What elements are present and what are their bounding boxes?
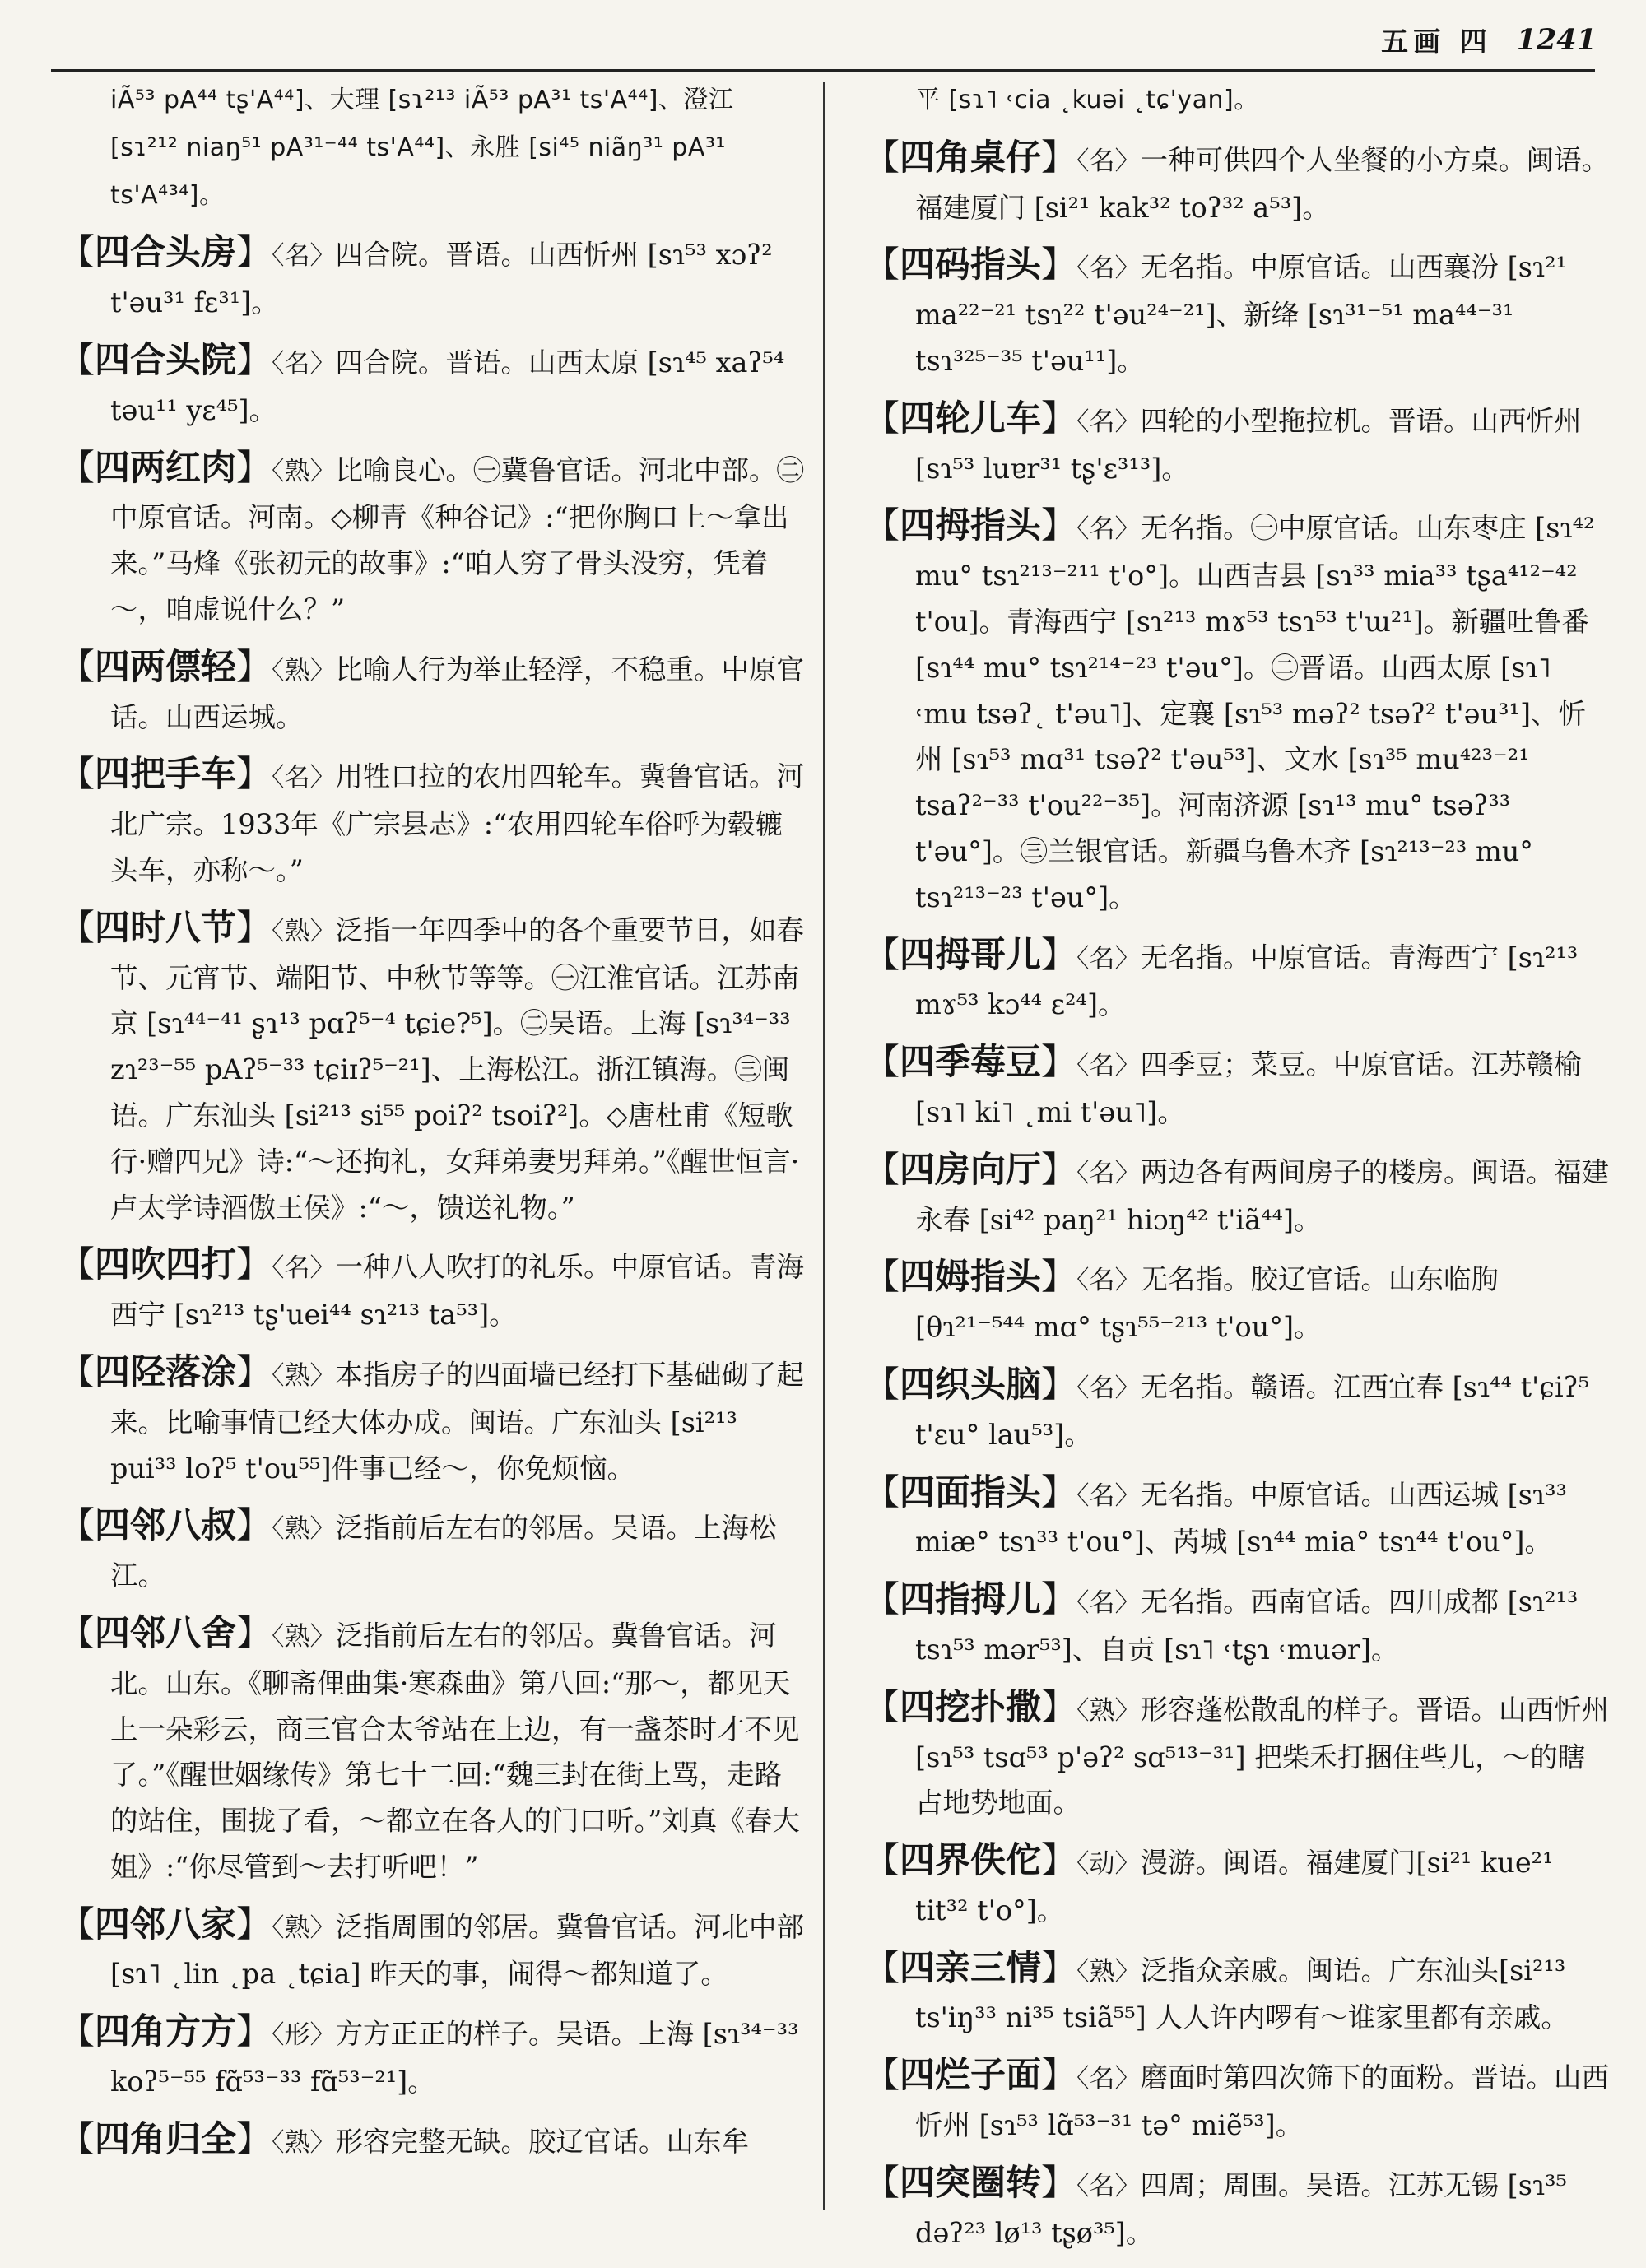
entry-headword: 【 四面指头 】 xyxy=(864,1472,1076,1513)
entry-pos-tag: 〈 熟 〉 xyxy=(272,1361,336,1391)
entry-definition: 一种八人吹打的礼乐。中原官话。青海西宁 [sɿ²¹³ tʂ'uei⁴⁴ sɿ²¹³ ta⁵³]。 xyxy=(110,1251,804,1332)
entry-pos-tag: 〈 名 〉 xyxy=(272,1253,336,1283)
entry-definition: 形容完整无缺。胶辽官话。山东牟 xyxy=(335,2125,749,2158)
dictionary-entry xyxy=(864,243,1609,383)
dictionary-entry xyxy=(59,230,804,326)
entry-pos-tag: 〈 熟 〉 xyxy=(1076,1957,1141,1987)
dictionary-entry xyxy=(59,1903,804,1998)
entry-headword: 【 四挖扑撒 】 xyxy=(864,1687,1076,1728)
page-number: 1241 xyxy=(1516,22,1597,57)
entry-headword: 【 四两红肉 】 xyxy=(59,448,272,489)
entry-definition: 泛指一年四季中的各个重要节日，如春节、元宵节、端阳节、中秋节等等。㊀江淮官话。江苏南京 [sɿ⁴⁴⁻⁴¹ ʂɿ¹³ pɑʔ⁵⁻⁴ tɕie?⁵]。㊁吴语。上海 [sɿ³⁴⁻³³ zɿ²³⁻⁵⁵ pAʔ⁵⁻³³ tɕiɪʔ⁵⁻²¹]、上海松江。浙江镇海。㊂闽语。广东汕头 [si²¹³ si⁵⁵ poiʔ² tsoiʔ²]。◇唐杜甫《短歌行·赠四兄》诗:“～还拘礼，女拜弟妻男拜弟。”《醒世恒言·卢太学诗酒傲王侯》:“～，馈送礼物。” xyxy=(110,913,804,1224)
running-header xyxy=(1381,13,1597,66)
entry-definition: 泛指前后左右的邻居。吴语。上海松江。 xyxy=(110,1512,777,1592)
entry-definition: 漫游。闽语。福建厦门[si²¹ kue²¹ tit³² t'o°]。 xyxy=(915,1847,1554,1926)
entry-definition: 形容蓬松散乱的样子。晋语。山西忻州 [sɿ⁵³ tsɑ⁵³ p'əʔ² sɑ⁵¹³⁻³¹] 把柴禾打捆住些儿，～的瞎占地势地面。 xyxy=(915,1693,1609,1820)
dictionary-entry xyxy=(59,338,804,434)
dictionary-entry xyxy=(59,1503,804,1599)
entry-headword: 【 四角桌仔 】 xyxy=(864,137,1076,179)
entry-definition: 无名指。胶辽官话。山东临朐 [θɿ²¹⁻⁵⁴⁴ mɑ° tʂɿ⁵⁵⁻²¹³ t'ou°]。 xyxy=(915,1263,1499,1344)
entry-continuation: iÃ⁵³ pA⁴⁴ tʂ'A⁴⁴]、大理 [sɿ²¹³ iÃ⁵³ pA³¹ ts'A⁴⁴]、澄江 [sɿ²¹² niaŋ⁵¹ pA³¹⁻⁴⁴ ts'A⁴⁴]、永胜 [si⁴⁵ niãŋ³¹ pA³¹ ts'A⁴³⁴]。 xyxy=(110,86,734,210)
entry-headword: 【 四合头房 】 xyxy=(59,232,272,273)
dictionary-entry xyxy=(864,1471,1609,1566)
entry-pos-tag: 〈 形 〉 xyxy=(272,2020,336,2050)
entry-pos-tag: 〈 名 〉 xyxy=(1076,1159,1141,1188)
column-divider xyxy=(823,82,825,2210)
dictionary-entry xyxy=(864,933,1609,1029)
entry-definition: 泛指前后左右的邻居。冀鲁官话。河北。山东。《聊斋俚曲集·寒森曲》第八回:“那～，都见天上一朵彩云，商三官合太爷站在上边，有一盏茶时才不见了。”《醒世姻缘传》第七十二回:“魏三封在街上骂，走路的站住，围拢了看，～都立在各人的门口听。”刘真《春大姐》:“你尽管到～去打听吧！” xyxy=(110,1619,800,1883)
entry-headword: 【 四邻八家 】 xyxy=(59,1904,272,1945)
dictionary-entry xyxy=(864,2053,1609,2149)
entry-continuation: 平 [sɿ˥ ˓cia ˛kuəi ˛tɕ'yan]。 xyxy=(915,86,1259,114)
entry-definition: 四轮的小型拖拉机。晋语。山西忻州 [sɿ⁵³ luɐr³¹ tʂ'ɛ³¹³]。 xyxy=(915,404,1582,485)
entry-definition: 一种可供四个人坐餐的小方桌。闽语。福建厦门 [si²¹ kak³² toʔ³² a⁵³]。 xyxy=(915,143,1609,224)
entry-definition: 四合院。晋语。山西忻州 [sɿ⁵³ xɔʔ² t'əu³¹ fɛ³¹]。 xyxy=(110,239,773,319)
entry-pos-tag: 〈 名 〉 xyxy=(1076,944,1141,974)
entry-headword: 【 四拇指头 】 xyxy=(864,505,1076,546)
entry-definition: 两边各有两间房子的楼房。闽语。福建永春 [si⁴² paŋ²¹ hiɔŋ⁴² t'iã⁴⁴]。 xyxy=(915,1155,1609,1236)
left-column xyxy=(59,76,804,2179)
entry-pos-tag: 〈 名 〉 xyxy=(1076,1588,1141,1618)
dictionary-entry xyxy=(864,1685,1609,1826)
entry-definition: 磨面时第四次筛下的面粉。晋语。山西忻州 [sɿ⁵³ lɑ̃⁵³⁻³¹ tə° miẽ⁵³]。 xyxy=(915,2061,1609,2142)
dictionary-entry xyxy=(59,2010,804,2105)
entry-headword: 【 四姆指头 】 xyxy=(864,1257,1076,1298)
dictionary-entry xyxy=(864,397,1609,492)
entry-headword: 【 四把手车 】 xyxy=(59,754,272,795)
entry-headword: 【 四角归全 】 xyxy=(59,2119,272,2160)
dictionary-entry xyxy=(864,136,1609,231)
entry-pos-tag: 〈 动 〉 xyxy=(1076,1849,1141,1879)
header-rule xyxy=(51,69,1595,72)
entry-pos-tag: 〈 名 〉 xyxy=(1076,2172,1141,2201)
entry-pos-tag: 〈 名 〉 xyxy=(1076,1266,1141,1295)
entry-headword: 【 四合头院 】 xyxy=(59,340,272,381)
entry-headword: 【 四烂子面 】 xyxy=(864,2055,1076,2096)
right-column xyxy=(864,76,1609,2268)
dictionary-entry xyxy=(864,1838,1609,1934)
entry-definition: 无名指。中原官话。山西运城 [sɿ³³ miæ° tsɿ³³ t'ou°]、芮城 [sɿ⁴⁴ mia° tsɿ⁴⁴ t'ou°]。 xyxy=(915,1478,1567,1559)
entry-pos-tag: 〈 名 〉 xyxy=(1076,146,1141,176)
entry-headword: 【 四拇哥儿 】 xyxy=(864,935,1076,976)
entry-pos-tag: 〈 熟 〉 xyxy=(272,2128,336,2158)
dictionary-entry xyxy=(59,1611,804,1890)
entry-headword: 【 四吹四打 】 xyxy=(59,1244,272,1285)
entry-definition: 用牲口拉的农用四轮车。冀鲁官话。河北广宗。1933年《广宗县志》:“农用四轮车俗呼为毂辘头车，亦称～。” xyxy=(110,760,804,886)
entry-headword: 【 四陉落涂 】 xyxy=(59,1352,272,1393)
entry-pos-tag: 〈 名 〉 xyxy=(272,763,336,792)
entry-definition: 比喻良心。㊀冀鲁官话。河北中部。㊁中原官话。河南。◇柳青《种谷记》:“把你胸口上～拿出来。”马烽《张初元的故事》:“咱人穷了骨头没穷，凭着～，咱虚说什么？” xyxy=(110,453,804,625)
entry-pos-tag: 〈 熟 〉 xyxy=(272,1622,336,1652)
entry-definition: 泛指周围的邻居。冀鲁官话。河北中部 [sɿ˥ ˛lin ˛pa ˛tɕia] 昨天的事，闹得～都知道了。 xyxy=(110,1910,804,1991)
entry-definition: 四周；周围。吴语。江苏无锡 [sɿ³⁵ dəʔ²³ lø¹³ tʂø³⁵]。 xyxy=(915,2168,1567,2249)
entry-pos-tag: 〈 名 〉 xyxy=(272,349,336,379)
entry-pos-tag: 〈 熟 〉 xyxy=(272,1514,336,1544)
entry-headword: 【 四码指头 】 xyxy=(864,244,1076,286)
dictionary-entry xyxy=(864,1946,1609,2042)
entry-headword: 【 四邻八叔 】 xyxy=(59,1505,272,1546)
entry-pos-tag: 〈 名 〉 xyxy=(1076,1373,1141,1403)
entry-pos-tag: 〈 名 〉 xyxy=(1076,514,1141,544)
header-section: 五画 四 xyxy=(1381,25,1492,58)
dictionary-entry xyxy=(59,446,804,633)
dictionary-entry xyxy=(864,1148,1609,1243)
entry-pos-tag: 〈 名 〉 xyxy=(1076,1481,1141,1511)
entry-pos-tag: 〈 名 〉 xyxy=(1076,1051,1141,1081)
entry-definition: 比喻人行为举止轻浮，不稳重。中原官话。山西运城。 xyxy=(110,653,804,733)
entry-definition: 本指房子的四面墙已经打下基础砌了起来。比喻事情已经大体办成。闽语。广东汕头 [si²¹³ pui³³ loʔ⁵ t'ou⁵⁵]件事已经～，你免烦恼。 xyxy=(110,1358,804,1485)
entry-definition: 方方正正的样子。吴语。上海 [sɿ³⁴⁻³³ koʔ⁵⁻⁵⁵ fɑ̃⁵³⁻³³ fɑ̃⁵³⁻²¹]。 xyxy=(110,2018,799,2098)
dictionary-entry xyxy=(864,1255,1609,1350)
dictionary-entry xyxy=(59,1243,804,1338)
entry-pos-tag: 〈 熟 〉 xyxy=(1076,1696,1141,1726)
entry-definition: 无名指。西南官话。四川成都 [sɿ²¹³ tsɿ⁵³ mər⁵³]、自贡 [sɿ˥ ˓tʂɿ ˓muər]。 xyxy=(915,1586,1579,1666)
dictionary-entry xyxy=(59,906,804,1231)
entry-pos-tag: 〈 名 〉 xyxy=(1076,407,1141,437)
dictionary-entry xyxy=(864,1040,1609,1136)
entry-headword: 【 四轮儿车 】 xyxy=(864,398,1076,439)
entry-definition: 泛指众亲戚。闽语。广东汕头[si²¹³ ts'iŋ³³ ni³⁵ tsiã⁵⁵] 人人许内啰有～谁家里都有亲戚。 xyxy=(915,1954,1569,2034)
dictionary-entry xyxy=(59,752,804,893)
entry-definition: 无名指。㊀中原官话。山东枣庄 [sɿ⁴² mu° tsɿ²¹³⁻²¹¹ t'o°]。山西吉县 [sɿ³³ mia³³ tʂa⁴¹²⁻⁴² t'ou]。青海西宁 [sɿ²¹³ mɤ⁵³ tsɿ⁵³ t'ɯ²¹]。新疆吐鲁番 [sɿ⁴⁴ mu° tsɿ²¹⁴⁻²³ t'əu°]。㊁晋语。山西太原 [sɿ˥ ˓mu tsəʔ˛ t'əu˥]、定襄 [sɿ⁵³ məʔ² tsəʔ² t'əu³¹]、忻州 [sɿ⁵³ mɑ³¹ tsəʔ² t'əu⁵³]、文水 [sɿ³⁵ mu⁴²³⁻²¹ tsaʔ²⁻³³ t'ou²²⁻³⁵]。河南济源 [sɿ¹³ mu° tsəʔ³³ t'əu°]。㊂兰银官话。新疆乌鲁木齐 [sɿ²¹³⁻²³ mu° tsɿ²¹³⁻²³ t'əu°]。 xyxy=(915,512,1595,913)
entry-pos-tag: 〈 名 〉 xyxy=(1076,253,1141,283)
entry-headword: 【 四织头脑 】 xyxy=(864,1364,1076,1406)
entry-pos-tag: 〈 熟 〉 xyxy=(272,917,336,946)
entry-headword: 【 四界佚佗 】 xyxy=(864,1840,1076,1881)
entry-headword: 【 四季莓豆 】 xyxy=(864,1042,1076,1083)
entry-definition: 无名指。赣语。江西宜春 [sɿ⁴⁴ t'ɕiʔ⁵ t'ɛu° lau⁵³]。 xyxy=(915,1370,1590,1451)
entry-headword: 【 四时八节 】 xyxy=(59,908,272,949)
entry-headword: 【 四指拇儿 】 xyxy=(864,1579,1076,1620)
dictionary-entry xyxy=(59,645,804,741)
entry-headword: 【 四突圈转 】 xyxy=(864,2163,1076,2204)
dictionary-entry xyxy=(864,2161,1609,2256)
entry-headword: 【 四邻八舍 】 xyxy=(59,1613,272,1654)
entry-headword: 【 四房向厅 】 xyxy=(864,1150,1076,1191)
entry-pos-tag: 〈 熟 〉 xyxy=(272,656,336,686)
entry-headword: 【 四角方方 】 xyxy=(59,2011,272,2052)
entry-headword: 【 四两僄轻 】 xyxy=(59,647,272,688)
entry-definition: 无名指。中原官话。青海西宁 [sɿ²¹³ mɤ⁵³ kɔ⁴⁴ ɛ²⁴]。 xyxy=(915,941,1579,1021)
entry-definition: 四合院。晋语。山西太原 [sɿ⁴⁵ xaʔ⁵⁴ təu¹¹ yɛ⁴⁵]。 xyxy=(110,346,785,426)
dictionary-entry xyxy=(59,1350,804,1491)
entry-definition: 无名指。中原官话。山西襄汾 [sɿ²¹ ma²²⁻²¹ tsɿ²² t'əu²⁴⁻²¹]、新绛 [sɿ³¹⁻⁵¹ ma⁴⁴⁻³¹ tsɿ³²⁵⁻³⁵ t'əu¹¹]。 xyxy=(915,251,1567,377)
entry-pos-tag: 〈 名 〉 xyxy=(272,241,336,271)
dictionary-entry xyxy=(864,504,1609,920)
dictionary-entry xyxy=(864,1578,1609,1673)
entry-pos-tag: 〈 熟 〉 xyxy=(272,1913,336,1943)
entry-pos-tag: 〈 熟 〉 xyxy=(272,457,336,486)
entry-headword: 【 四亲三情 】 xyxy=(864,1948,1076,1989)
dictionary-entry xyxy=(59,2117,804,2167)
entry-pos-tag: 〈 名 〉 xyxy=(1076,2064,1141,2094)
dictionary-entry xyxy=(864,1363,1609,1458)
entry-definition: 四季豆；菜豆。中原官话。江苏赣榆 [sɿ˥ ki˥ ˛mi t'əu˥]。 xyxy=(915,1048,1582,1128)
